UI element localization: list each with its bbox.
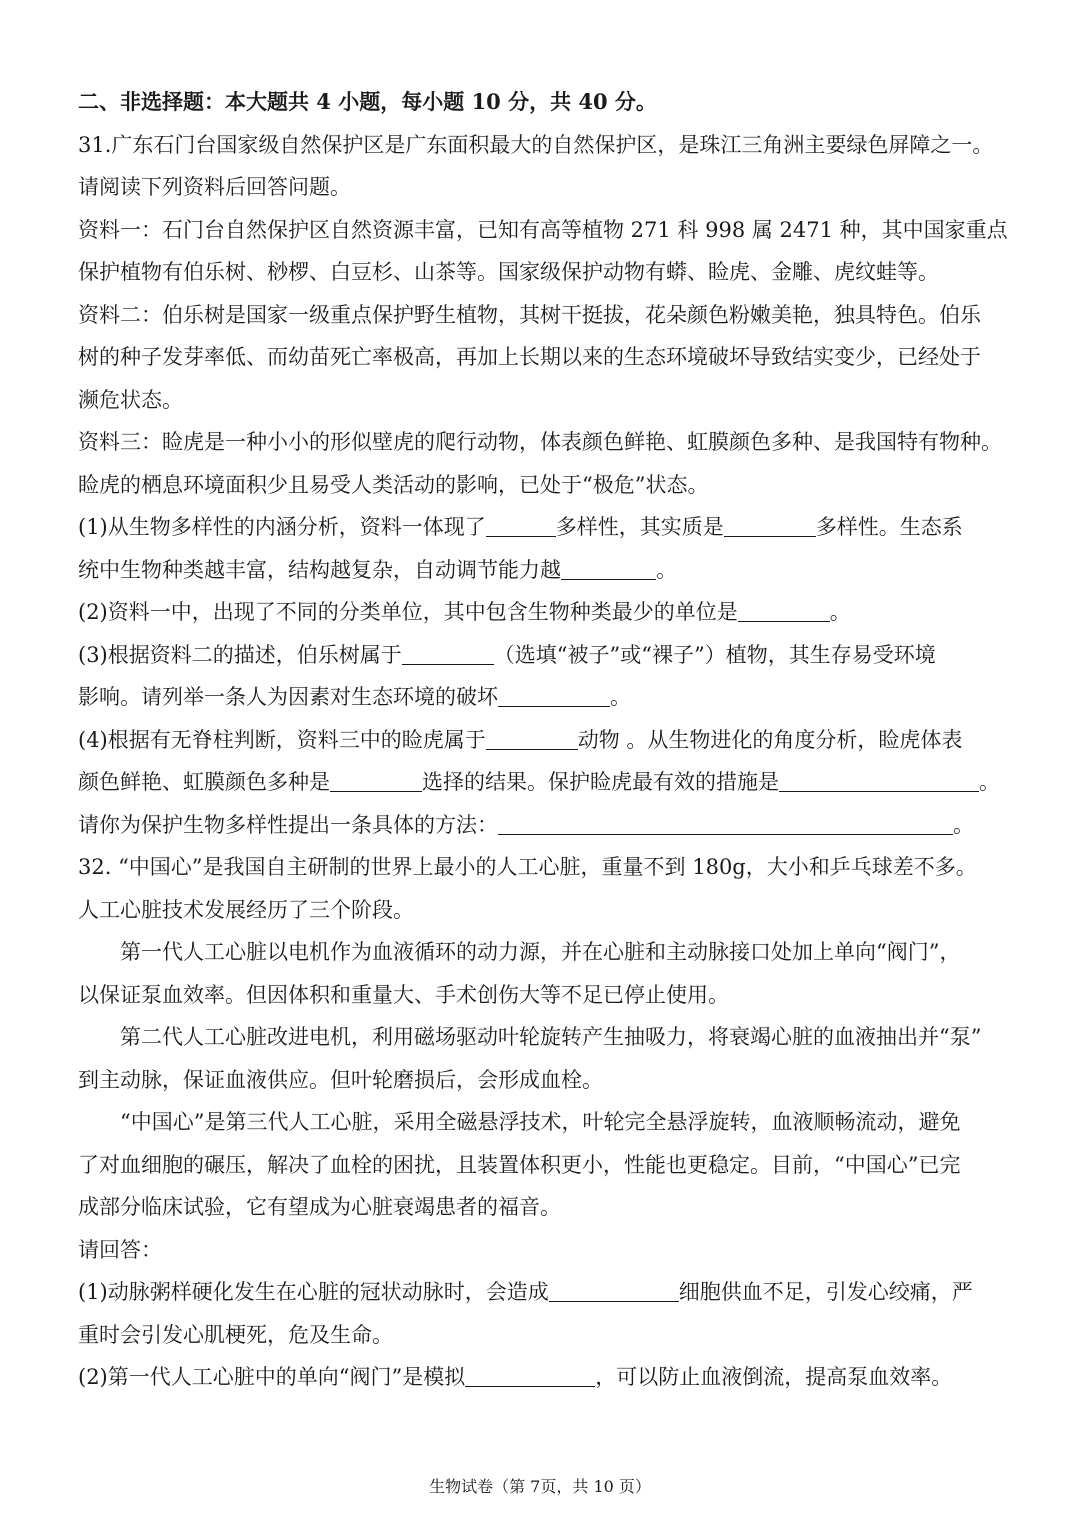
q31-sub2-text-a: (2)资料一中，出现了不同的分类单位，其中包含生物种类最少的单位是 bbox=[78, 600, 738, 624]
answer-blank[interactable] bbox=[465, 1364, 595, 1387]
q31-sub2-text-b: 。 bbox=[829, 600, 851, 624]
q31-sub3-line-1 bbox=[78, 640, 1008, 670]
answer-blank[interactable] bbox=[486, 727, 578, 750]
q31-sub3-text-c: 影响。请列举一条人为因素对生态环境的破坏 bbox=[78, 685, 498, 709]
q31-sub4-line-1 bbox=[78, 725, 1008, 755]
answer-blank[interactable] bbox=[779, 769, 979, 792]
q31-material1-line-2: 保护植物有伯乐树、桫椤、白豆杉、山茶等。国家级保护动物有蟒、睑虎、金雕、虎纹蛙等。 bbox=[78, 260, 939, 284]
q31-sub4-text-d: 选择的结果。保护睑虎最有效的措施是 bbox=[422, 770, 779, 794]
q32-gen3-line-1: “中国心”是第三代人工心脏，采用全磁悬浮技术，叶轮完全悬浮旋转，血液顺畅流动，避免 bbox=[120, 1110, 961, 1134]
answer-blank[interactable] bbox=[549, 1279, 679, 1302]
q31-material2-line-2: 树的种子发芽率低、而幼苗死亡率极高，再加上长期以来的生态环境破坏导致结实变少，已经处于 bbox=[78, 345, 981, 369]
q31-sub2-line bbox=[78, 597, 1008, 627]
q31-sub1-text-a: (1)从生物多样性的内涵分析，资料一体现了 bbox=[78, 515, 486, 539]
answer-blank[interactable] bbox=[561, 557, 656, 580]
q32-gen1-line-1: 第一代人工心脏以电机作为血液循环的动力源，并在心脏和主动脉接口处加上单向“阀门”， bbox=[120, 940, 961, 964]
q31-sub3-text-a: (3)根据资料二的描述，伯乐树属于 bbox=[78, 643, 402, 667]
answer-blank[interactable] bbox=[486, 514, 556, 537]
answer-blank[interactable] bbox=[330, 769, 422, 792]
q31-material3-line-1: 资料三：睑虎是一种小小的形似壁虎的爬行动物，体表颜色鲜艳、虹膜颜色多种、是我国特有物种。 bbox=[78, 430, 1002, 454]
q31-sub3-line-2 bbox=[78, 682, 1008, 712]
q32-intro-line-1: 32. “中国心”是我国自主研制的世界上最小的人工心脏，重量不到 180g，大小和乒乓球差不多。 bbox=[78, 855, 977, 879]
answer-blank[interactable] bbox=[498, 812, 953, 835]
q32-intro-line-2: 人工心脏技术发展经历了三个阶段。 bbox=[78, 898, 414, 922]
q31-sub4-text-g: 。 bbox=[953, 813, 974, 837]
q31-sub4-text-e: 。 bbox=[979, 770, 1000, 794]
q31-intro-line-2: 请阅读下列资料后回答问题。 bbox=[78, 175, 351, 199]
q32-sub1-line-1 bbox=[78, 1277, 1008, 1307]
q31-sub4-text-a: (4)根据有无脊柱判断，资料三中的睑虎属于 bbox=[78, 728, 486, 752]
q32-sub1-text-a: (1)动脉粥样硬化发生在心脏的冠状动脉时，会造成 bbox=[78, 1280, 549, 1304]
q31-sub1-line-2 bbox=[78, 555, 1008, 585]
q31-sub3-text-d: 。 bbox=[610, 685, 631, 709]
q32-sub1-text-b: 细胞供血不足，引发心绞痛，严 bbox=[678, 1280, 973, 1304]
q32-sub2-text-a: (2)第一代人工心脏中的单向“阀门”是模拟 bbox=[78, 1365, 466, 1389]
answer-blank[interactable] bbox=[738, 599, 830, 622]
q31-material2-line-1: 资料二：伯乐树是国家一级重点保护野生植物，其树干挺拔，花朵颜色粉嫩美艳，独具特色。伯乐 bbox=[78, 303, 981, 327]
answer-blank[interactable] bbox=[402, 642, 494, 665]
q32-sub2-text-b: ，可以防止血液倒流，提高泵血效率。 bbox=[595, 1365, 953, 1389]
q32-prompt: 请回答： bbox=[78, 1238, 162, 1262]
page-footer: 生物试卷（第 7页，共 10 页） bbox=[429, 1477, 651, 1496]
q31-sub4-line-3 bbox=[78, 810, 1008, 840]
q31-sub1-text-d: 统中生物种类越丰富，结构越复杂，自动调节能力越 bbox=[78, 558, 561, 582]
q32-gen1-line-2: 以保证泵血效率。但因体积和重量大、手术创伤大等不足已停止使用。 bbox=[78, 983, 729, 1007]
q32-gen3-line-3: 成部分临床试验，它有望成为心脏衰竭患者的福音。 bbox=[78, 1195, 561, 1219]
q31-material1-line-1: 资料一：石门台自然保护区自然资源丰富，已知有高等植物 271 科 998 属 2471 种，其中国家重点 bbox=[78, 218, 1008, 242]
q31-sub1-line-1 bbox=[78, 512, 1008, 542]
q31-sub1-text-e: 。 bbox=[656, 558, 677, 582]
q32-gen3-line-2: 了对血细胞的碾压，解决了血栓的困扰，且装置体积更小，性能也更稳定。目前，“中国心”已完 bbox=[78, 1153, 961, 1177]
q31-sub3-text-b: （选填“被子”或“裸子”）植物，其生存易受环境 bbox=[493, 643, 936, 667]
q31-material2-line-3: 濒危状态。 bbox=[78, 388, 183, 412]
q31-sub4-text-f: 请你为保护生物多样性提出一条具体的方法： bbox=[78, 813, 498, 837]
q31-material3-line-2: 睑虎的栖息环境面积少且易受人类活动的影响，已处于“极危”状态。 bbox=[78, 473, 709, 497]
q32-gen2-line-1: 第二代人工心脏改进电机，利用磁场驱动叶轮旋转产生抽吸力，将衰竭心脏的血液抽出并“泵” bbox=[120, 1025, 982, 1049]
q31-intro-line-1: 31.广东石门台国家级自然保护区是广东面积最大的自然保护区，是珠江三角洲主要绿色屏障之一。 bbox=[78, 133, 994, 157]
answer-blank[interactable] bbox=[724, 514, 816, 537]
section-heading: 二、非选择题：本大题共 4 小题，每小题 10 分，共 40 分。 bbox=[78, 89, 657, 114]
q32-sub1-line-2: 重时会引发心肌梗死，危及生命。 bbox=[78, 1323, 393, 1347]
q31-sub1-text-c: 多样性。生态系 bbox=[815, 515, 963, 539]
q31-sub4-text-c: 颜色鲜艳、虹膜颜色多种是 bbox=[78, 770, 330, 794]
q32-sub2-line bbox=[78, 1362, 1008, 1392]
q31-sub4-text-b: 动物 。从生物进化的角度分析，睑虎体表 bbox=[577, 728, 963, 752]
q31-sub4-line-2 bbox=[78, 767, 1008, 797]
answer-blank[interactable] bbox=[498, 684, 610, 707]
q31-sub1-text-b: 多样性，其实质是 bbox=[555, 515, 724, 539]
q32-gen2-line-2: 到主动脉，保证血液供应。但叶轮磨损后，会形成血栓。 bbox=[78, 1068, 603, 1092]
